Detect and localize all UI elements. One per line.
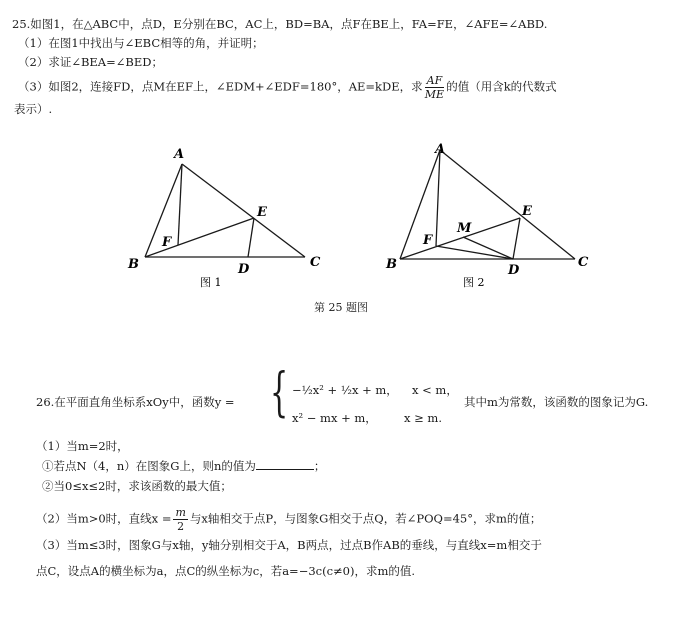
q26-part2-text-a: （2）当m>0时，直线x =	[36, 511, 172, 526]
q25-part3	[18, 74, 557, 101]
q26-part3: （3）当m≤3时，图象G与x轴，y轴分别相交于A，B两点，过点B作AB的垂线，与直线x=m相交于	[36, 538, 542, 552]
q26-case1-expr: −½x² + ½x + m，	[292, 383, 398, 397]
q26-fraction	[173, 506, 187, 533]
fig1-label-A: A	[174, 147, 185, 162]
q25-part1: （1）在图1中找出与∠EBC相等的角，并证明；	[18, 36, 264, 50]
q25-stem: 25.如图1，在△ABC中，点D，E分别在BC，AC上，BD=BA，点F在BE上，FA=FE，∠AFE=∠ABD.	[12, 17, 548, 31]
q26-frac-num: m	[175, 506, 186, 519]
q26-case1-cond: x < m，	[412, 383, 458, 397]
fig2-segment-ED	[513, 218, 520, 259]
figure-2	[380, 140, 600, 290]
q25-fraction	[425, 74, 445, 101]
fig2-segment-AF	[436, 150, 440, 246]
fig2-label-C: C	[578, 255, 589, 270]
figure-1	[120, 140, 330, 290]
q26-part1: （1）当m=2时，	[36, 439, 129, 453]
fig1-segment-AC	[182, 164, 305, 257]
fig2-caption: 图 2	[463, 276, 485, 289]
q26-case2-expr: x² − mx + m，	[292, 411, 377, 425]
fig2-segment-AC	[440, 150, 575, 259]
q26-part2	[36, 506, 541, 533]
fig2-label-B: B	[386, 257, 397, 272]
fig1-segment-AF	[178, 164, 182, 245]
fig2-label-E: E	[522, 204, 532, 219]
q26-case2-cond: x ≥ m.	[404, 411, 442, 425]
fig2-segment-AB	[400, 150, 440, 259]
q26-part1-i-end: ；	[313, 459, 326, 473]
fig1-label-E: E	[257, 205, 267, 220]
q26-stem-a: 26.在平面直角坐标系xOy中，函数y =	[36, 395, 235, 409]
answer-blank	[256, 458, 314, 470]
q25-frac-den: ME	[424, 88, 445, 101]
q25-frac-num: AF	[426, 74, 443, 87]
q25-part3-text-a: （3）如图2，连接FD，点M在EF上，∠EDM+∠EDF=180°，AE=kDE，求	[18, 79, 423, 94]
fig2-label-D: D	[508, 263, 520, 278]
fig1-segment-ED	[248, 218, 254, 257]
q26-part1-ii: ②当0≤x≤2时，求该函数的最大值；	[42, 479, 232, 493]
q25-part2: （2）求证∠BEA=∠BED；	[18, 55, 163, 69]
q26-part1-i-text: ①若点N（4，n）在图象G上，则n的值为	[42, 459, 256, 473]
fig2-label-A: A	[435, 142, 446, 157]
q26-part1-i	[42, 458, 325, 474]
q26-part3-cont: 点C，设点A的横坐标为a，点C的纵坐标为c，若a=−3c(c≠0)，求m的值.	[36, 564, 416, 578]
figure-title: 第 25 题图	[314, 301, 368, 314]
q26-frac-den: 2	[177, 520, 185, 533]
fig1-label-B: B	[128, 257, 139, 272]
q26-stem-b: 其中m为常数，该函数的图象记为G.	[464, 395, 649, 409]
fig2-label-F: F	[423, 233, 433, 248]
fig1-label-F: F	[162, 235, 172, 250]
fig2-segment-FD	[436, 246, 513, 259]
q25-part3-cont: 表示）.	[14, 102, 53, 116]
fig1-caption: 图 1	[200, 276, 222, 289]
q25-part3-text-b: 的值（用含k的代数式	[446, 79, 557, 94]
fig2-segment-MD	[463, 237, 513, 259]
fig2-label-M: M	[457, 221, 472, 236]
fig1-label-D: D	[238, 262, 250, 277]
piecewise-brace: {	[270, 363, 289, 423]
q26-part2-text-b: 与x轴相交于点P，与图象G相交于点Q，若∠POQ=45°，求m的值；	[189, 511, 542, 526]
fig1-label-C: C	[310, 255, 321, 270]
